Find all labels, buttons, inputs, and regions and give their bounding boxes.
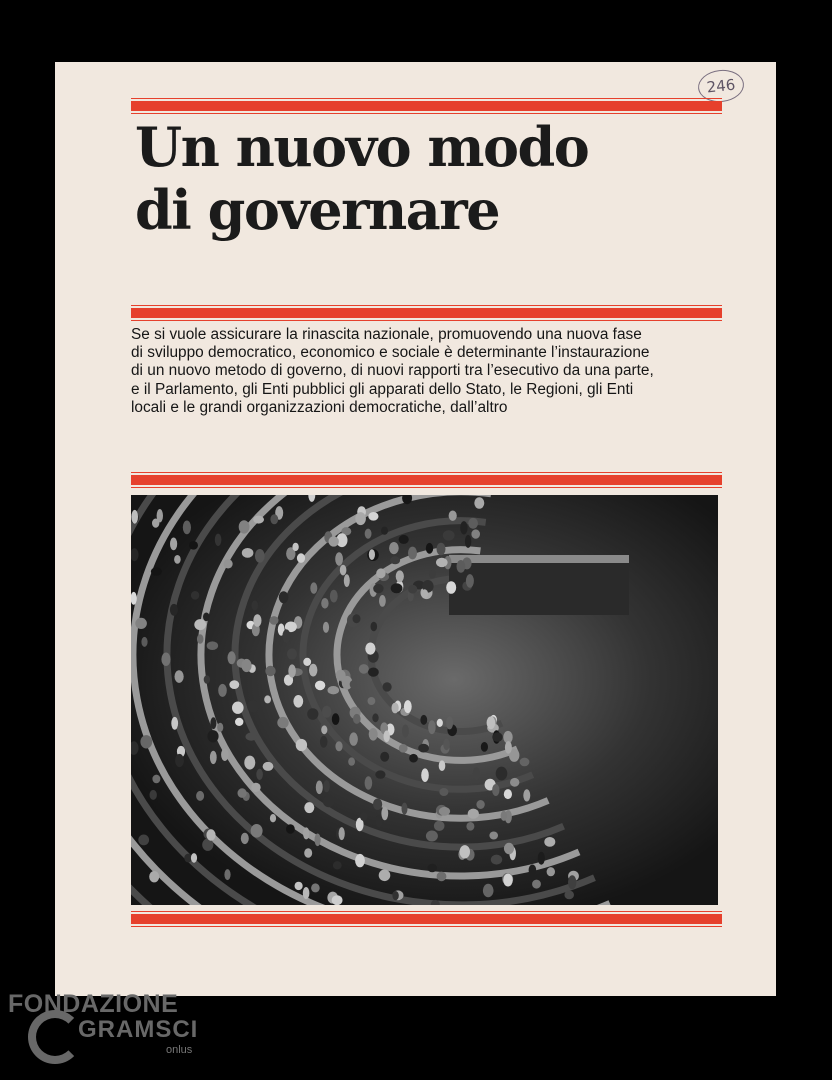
deputy-figure bbox=[224, 869, 230, 880]
deputy-figure bbox=[174, 555, 181, 564]
deputy-figure bbox=[333, 861, 342, 869]
deputy-figure bbox=[532, 880, 541, 889]
deputy-figure bbox=[203, 613, 210, 622]
deputy-figure bbox=[446, 716, 453, 729]
deputy-figure bbox=[392, 703, 399, 714]
deputy-figure bbox=[287, 648, 297, 659]
deputy-figure bbox=[141, 637, 147, 647]
deputy-figure bbox=[138, 835, 149, 846]
photo-stripe-top bbox=[131, 472, 722, 488]
deputy-figure bbox=[323, 796, 335, 808]
deputy-figure bbox=[330, 590, 338, 603]
presidential-bench bbox=[449, 555, 629, 615]
deputy-figure bbox=[239, 520, 250, 533]
stripe-line bbox=[131, 305, 722, 306]
deputy-figure bbox=[197, 634, 204, 643]
deputy-figure bbox=[389, 542, 399, 554]
deputy-figure bbox=[336, 670, 346, 681]
deputy-figure bbox=[373, 799, 382, 810]
deputy-figure bbox=[465, 535, 471, 548]
deputy-figure bbox=[353, 614, 361, 623]
deputy-figure bbox=[434, 821, 445, 831]
deputy-figure bbox=[547, 867, 555, 876]
deputy-figure bbox=[339, 827, 345, 840]
deputy-figure bbox=[520, 758, 530, 767]
deputy-figure bbox=[311, 883, 320, 892]
deputy-figure bbox=[344, 574, 350, 587]
deputy-figure bbox=[449, 511, 457, 521]
deputy-figure bbox=[296, 739, 307, 751]
parliament-chamber-photo bbox=[131, 495, 718, 905]
stripe-band bbox=[131, 475, 722, 485]
deputy-figure bbox=[409, 754, 418, 763]
deputy-figure bbox=[210, 717, 216, 729]
deputy-figure bbox=[247, 700, 259, 712]
deputy-figure bbox=[303, 827, 309, 839]
deputy-figure bbox=[349, 732, 358, 745]
deputy-figure bbox=[270, 616, 279, 625]
deputy-figure bbox=[264, 695, 271, 703]
deputy-figure bbox=[436, 558, 448, 567]
watermark-g-shape bbox=[28, 1010, 82, 1064]
deputy-figure bbox=[151, 567, 162, 575]
deputy-figure bbox=[426, 543, 433, 554]
deputy-figure bbox=[251, 824, 263, 838]
title-stripe-bottom bbox=[131, 305, 722, 321]
deputy-figure bbox=[460, 521, 467, 534]
deputy-figure bbox=[529, 865, 537, 876]
deputy-figure bbox=[379, 595, 386, 607]
deputy-figure bbox=[335, 741, 342, 751]
deputy-figure bbox=[437, 719, 443, 727]
stripe-line bbox=[131, 926, 722, 927]
deputy-figure bbox=[335, 552, 343, 565]
title-line-1: Un nuovo modo bbox=[135, 115, 589, 179]
deputy-figure bbox=[504, 789, 512, 799]
deputy-figure bbox=[224, 559, 233, 568]
deputy-figure bbox=[241, 659, 251, 672]
deputy-figure bbox=[232, 702, 244, 714]
deputy-figure bbox=[365, 529, 372, 539]
deputy-figure bbox=[189, 541, 198, 550]
deputy-figure bbox=[492, 732, 502, 742]
deputy-figure bbox=[381, 807, 388, 821]
deputy-figure bbox=[251, 783, 260, 792]
intro-line: di sviluppo democratico, economico e sociale è determinante l’instaurazione bbox=[131, 344, 650, 362]
deputy-figure bbox=[204, 675, 210, 684]
deputy-figure bbox=[439, 760, 446, 771]
intro-line: Se si vuole assicurare la rinascita nazionale, promuovendo una nuova fase bbox=[131, 326, 642, 343]
deputy-figure bbox=[510, 778, 519, 787]
deputy-figure bbox=[468, 518, 478, 529]
deputy-figure bbox=[523, 789, 530, 801]
deputy-figure bbox=[131, 510, 138, 524]
handwritten-page-number: 246 bbox=[696, 68, 745, 105]
deputy-figure bbox=[244, 756, 255, 770]
deputy-figure bbox=[253, 516, 264, 524]
deputy-figure bbox=[323, 780, 329, 792]
photo-illustration bbox=[131, 495, 718, 905]
deputy-figure bbox=[307, 708, 318, 720]
deputy-figure bbox=[491, 855, 502, 865]
deputy-figure bbox=[466, 574, 474, 588]
deputy-figure bbox=[303, 887, 310, 899]
deputy-figure bbox=[282, 629, 290, 642]
watermark-line-2: GRAMSCI bbox=[78, 1016, 199, 1043]
deputy-figure bbox=[408, 585, 417, 594]
deputy-figure bbox=[170, 604, 178, 616]
deputy-figure bbox=[256, 769, 263, 780]
deputy-figure bbox=[140, 735, 152, 748]
deputy-figure bbox=[483, 884, 494, 898]
deputy-figure bbox=[476, 800, 484, 809]
deputy-figure bbox=[392, 891, 398, 900]
deputy-figure bbox=[309, 664, 317, 677]
deputy-figure bbox=[360, 812, 367, 821]
deputy-figure bbox=[322, 706, 331, 718]
deputy-figure bbox=[171, 717, 178, 730]
deputy-figure bbox=[369, 549, 375, 560]
deputy-figure bbox=[286, 824, 295, 833]
deputy-figure bbox=[371, 622, 378, 631]
deputy-figure bbox=[277, 717, 288, 728]
deputy-figure bbox=[235, 718, 243, 726]
header-stripe-top bbox=[131, 98, 722, 114]
deputy-figure bbox=[315, 681, 325, 691]
deputy-figure bbox=[380, 752, 389, 762]
deputy-figure bbox=[353, 714, 361, 724]
deputy-figure bbox=[191, 591, 199, 600]
deputy-figure bbox=[217, 723, 223, 732]
stripe-band bbox=[131, 914, 722, 924]
deputy-figure bbox=[265, 666, 275, 676]
intro-line: e il Parlamento, gli Enti pubblici gli apparati dello Stato, le Regioni, gli Enti bbox=[131, 380, 634, 398]
intro-paragraph bbox=[131, 326, 723, 417]
deputy-figure bbox=[152, 775, 160, 784]
deputy-figure bbox=[241, 833, 249, 844]
deputy-figure bbox=[399, 535, 409, 544]
deputy-figure bbox=[384, 731, 390, 743]
deputy-figure bbox=[372, 713, 378, 722]
deputy-figure bbox=[383, 682, 392, 691]
deputy-figure bbox=[468, 809, 479, 819]
deputy-figure bbox=[304, 848, 312, 857]
deputy-figure bbox=[279, 591, 289, 603]
deputy-figure bbox=[320, 736, 328, 748]
deputy-figure bbox=[420, 715, 427, 725]
deputy-figure bbox=[242, 548, 254, 558]
deputy-figure bbox=[161, 653, 170, 666]
deputy-figure bbox=[221, 748, 228, 761]
deputy-figure bbox=[487, 716, 496, 729]
deputy-figure bbox=[253, 614, 261, 627]
deputy-figure bbox=[321, 725, 327, 734]
stripe-line bbox=[131, 113, 722, 114]
deputy-figure bbox=[564, 891, 574, 900]
stripe-line bbox=[131, 472, 722, 473]
deputy-figure bbox=[368, 697, 376, 705]
deputy-figure bbox=[175, 670, 184, 683]
deputy-figure bbox=[152, 519, 159, 528]
deputy-figure bbox=[379, 870, 391, 882]
deputy-figure bbox=[544, 837, 555, 847]
deputy-figure bbox=[365, 776, 373, 789]
deputy-figure bbox=[170, 538, 177, 551]
deputy-figure bbox=[210, 751, 217, 764]
page-title bbox=[135, 116, 715, 242]
deputy-figure bbox=[421, 589, 428, 598]
deputy-figure bbox=[355, 512, 366, 525]
deputy-figure bbox=[538, 852, 545, 865]
deputy-figure bbox=[402, 803, 408, 815]
deputy-figure bbox=[328, 686, 340, 694]
deputy-figure bbox=[368, 668, 379, 677]
stripe-band bbox=[131, 101, 722, 111]
deputy-figure bbox=[402, 725, 409, 738]
deputy-figure bbox=[426, 831, 438, 842]
deputy-figure bbox=[481, 742, 488, 752]
deputy-figure bbox=[246, 733, 257, 741]
deputy-figure bbox=[369, 728, 378, 741]
deputy-figure bbox=[460, 845, 470, 858]
deputy-figure bbox=[175, 754, 184, 767]
deputy-figure bbox=[238, 788, 247, 798]
deputy-figure bbox=[332, 895, 343, 905]
deputy-figure bbox=[504, 843, 514, 854]
deputy-figure bbox=[443, 530, 455, 540]
deputy-figure bbox=[295, 882, 303, 890]
deputy-figure bbox=[288, 664, 296, 677]
deputy-figure bbox=[492, 784, 499, 796]
deputy-figure bbox=[329, 536, 339, 546]
deputy-figure bbox=[443, 739, 450, 751]
deputy-figure bbox=[263, 762, 274, 771]
stripe-line bbox=[131, 98, 722, 99]
deputy-figure bbox=[150, 790, 157, 800]
title-line-2: di governare bbox=[135, 178, 500, 242]
deputy-figure bbox=[471, 529, 480, 538]
deputy-figure bbox=[270, 814, 276, 822]
deputy-figure bbox=[355, 854, 365, 867]
deputy-figure bbox=[439, 788, 448, 796]
deputy-figure bbox=[229, 680, 239, 689]
deputy-figure bbox=[437, 543, 446, 556]
deputy-figure bbox=[473, 767, 480, 780]
intro-line: di un nuovo metodo di governo, di nuovi rapporti tra l’esecutivo da una parte, bbox=[131, 362, 654, 380]
deputy-figure bbox=[183, 521, 191, 535]
deputy-figure bbox=[149, 871, 159, 882]
deputy-figure bbox=[252, 601, 259, 611]
deputy-figure bbox=[350, 680, 357, 689]
deputy-figure bbox=[428, 720, 436, 734]
deputy-figure bbox=[427, 864, 437, 873]
deputy-figure bbox=[404, 700, 412, 713]
deputy-figure bbox=[310, 582, 317, 593]
stripe-line bbox=[131, 911, 722, 912]
deputy-figure bbox=[418, 744, 429, 753]
deputy-figure bbox=[228, 651, 236, 664]
deputy-figure bbox=[340, 565, 347, 576]
watermark-line-3: onlus bbox=[166, 1044, 193, 1056]
deputy-figure bbox=[429, 570, 436, 579]
deputy-figure bbox=[348, 757, 355, 765]
deputy-figure bbox=[297, 553, 305, 563]
deputy-figure bbox=[196, 791, 204, 801]
fondazione-gramsci-watermark bbox=[8, 990, 208, 1074]
deputy-figure bbox=[255, 549, 265, 563]
deputy-figure bbox=[446, 581, 456, 594]
deputy-figure bbox=[206, 829, 215, 840]
deputy-figure bbox=[466, 822, 474, 831]
deputy-figure bbox=[191, 853, 197, 863]
footer-stripe bbox=[131, 911, 722, 927]
deputy-figure bbox=[194, 619, 206, 630]
watermark-line-1: FONDAZIONE bbox=[8, 990, 179, 1018]
deputy-figure bbox=[381, 527, 388, 535]
deputy-figure bbox=[391, 583, 403, 593]
deputy-figure bbox=[501, 811, 507, 821]
deputy-figure bbox=[207, 641, 218, 650]
deputy-figure bbox=[568, 875, 576, 889]
deputy-figure bbox=[218, 684, 227, 697]
deputy-figure bbox=[321, 598, 328, 609]
stripe-band bbox=[131, 308, 722, 318]
deputy-figure bbox=[474, 497, 484, 509]
deputy-figure bbox=[421, 768, 429, 782]
deputy-figure bbox=[496, 767, 508, 781]
deputy-figure bbox=[437, 872, 447, 882]
deputy-figure bbox=[332, 713, 340, 725]
deputy-figure bbox=[270, 514, 278, 524]
deputy-figure bbox=[323, 622, 329, 633]
bench-edge bbox=[449, 555, 629, 563]
stripe-line bbox=[131, 320, 722, 321]
deputy-figure bbox=[135, 618, 147, 629]
deputy-figure bbox=[399, 744, 408, 753]
deputy-figure bbox=[373, 584, 383, 593]
deputy-figure bbox=[489, 832, 498, 840]
deputy-figure bbox=[368, 512, 378, 521]
deputy-figure bbox=[207, 730, 218, 742]
deputy-figure bbox=[365, 643, 375, 655]
deputy-figure bbox=[375, 770, 385, 778]
deputy-figure bbox=[439, 807, 450, 816]
deputy-figure bbox=[215, 534, 222, 546]
deputy-figure bbox=[303, 658, 311, 666]
intro-line: locali e le grandi organizzazioni democratiche, dall’altro bbox=[131, 398, 508, 416]
deputy-figure bbox=[304, 802, 314, 813]
deputy-figure bbox=[390, 556, 400, 564]
deputy-figure bbox=[292, 543, 298, 551]
deputy-figure bbox=[316, 781, 323, 795]
deputy-figure bbox=[408, 547, 417, 560]
deputy-figure bbox=[505, 741, 512, 754]
deputy-figure bbox=[359, 664, 369, 674]
deputy-figure bbox=[503, 874, 513, 887]
deputy-figure bbox=[315, 834, 321, 847]
deputy-figure bbox=[293, 695, 303, 708]
stripe-line bbox=[131, 487, 722, 488]
deputy-figure bbox=[376, 568, 385, 578]
deputy-figure bbox=[457, 560, 466, 573]
deputy-figure bbox=[396, 570, 404, 582]
